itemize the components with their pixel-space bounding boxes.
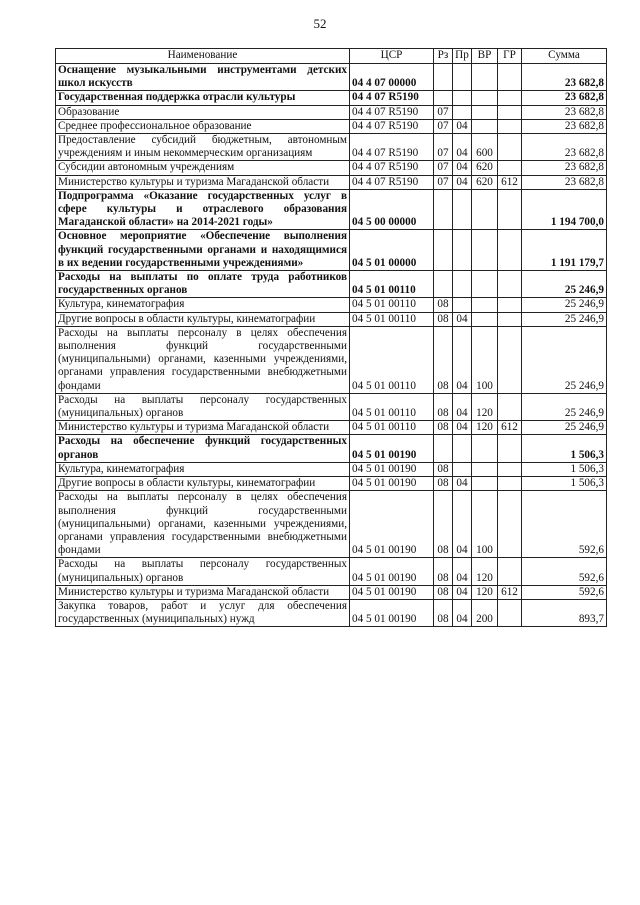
cell-vr: 100 [472,491,498,558]
cell-sum: 25 246,9 [522,393,607,420]
cell-pr [453,91,472,105]
cell-csr: 04 5 01 00110 [350,298,434,312]
cell-vr [472,435,498,462]
cell-vr [472,230,498,271]
cell-rz: 07 [434,175,453,189]
cell-pr: 04 [453,558,472,585]
cell-pr [453,271,472,298]
cell-pr [453,230,472,271]
cell-pr: 04 [453,312,472,326]
cell-rz: 07 [434,161,453,175]
cell-pr [453,105,472,119]
cell-sum: 1 194 700,0 [522,189,607,230]
cell-vr [472,119,498,133]
cell-csr: 04 5 00 00000 [350,189,434,230]
cell-name: Закупка товаров, работ и услуг для обеспечения государственных (муниципальных) нужд [56,599,350,626]
cell-csr: 04 5 01 00190 [350,491,434,558]
cell-pr [453,462,472,476]
table-row [56,134,607,161]
cell-rz [434,230,453,271]
cell-pr: 04 [453,134,472,161]
table-row [56,161,607,175]
cell-name: Расходы на выплаты персоналу государственных (муниципальных) органов [56,558,350,585]
cell-vr: 120 [472,421,498,435]
cell-rz: 08 [434,462,453,476]
cell-gr [498,462,522,476]
cell-pr [453,64,472,91]
table-row [56,230,607,271]
cell-rz: 08 [434,558,453,585]
cell-rz: 08 [434,599,453,626]
cell-name: Расходы на выплаты по оплате труда работников государственных органов [56,271,350,298]
cell-vr: 620 [472,161,498,175]
cell-rz: 08 [434,477,453,491]
table-row [56,326,607,393]
cell-gr [498,599,522,626]
cell-rz: 08 [434,491,453,558]
table-row [56,585,607,599]
cell-csr: 04 5 01 00110 [350,326,434,393]
page-number: 52 [313,16,327,31]
cell-vr [472,271,498,298]
cell-name: Государственная поддержка отрасли культуры [56,91,350,105]
cell-csr: 04 5 01 00110 [350,312,434,326]
cell-csr: 04 4 07 R5190 [350,119,434,133]
table-row [56,119,607,133]
table-row [56,64,607,91]
cell-sum: 23 682,8 [522,161,607,175]
budget-table [55,48,607,627]
table-row [56,599,607,626]
table-row [56,462,607,476]
table-row [56,491,607,558]
cell-gr: 612 [498,585,522,599]
cell-pr: 04 [453,161,472,175]
cell-pr [453,435,472,462]
cell-rz: 07 [434,119,453,133]
cell-vr [472,462,498,476]
column-header-pr: Пр [453,49,472,64]
cell-name: Расходы на выплаты персоналу в целях обеспечения выполнения функций государственными (муниципальными) органами, казенными учреждениями, органами управления государственными внебюджетными фондами [56,326,350,393]
cell-csr: 04 5 01 00110 [350,393,434,420]
cell-name: Оснащение музыкальными инструментами детских школ искусств [56,64,350,91]
cell-sum: 592,6 [522,585,607,599]
cell-csr: 04 4 07 R5190 [350,161,434,175]
cell-gr [498,271,522,298]
cell-sum: 23 682,8 [522,91,607,105]
cell-vr [472,105,498,119]
cell-pr: 04 [453,175,472,189]
cell-vr [472,477,498,491]
cell-csr: 04 4 07 00000 [350,64,434,91]
cell-sum: 23 682,8 [522,175,607,189]
cell-sum: 1 506,3 [522,435,607,462]
table-row [56,421,607,435]
cell-csr: 04 5 01 00190 [350,585,434,599]
table-row [56,271,607,298]
cell-gr: 612 [498,175,522,189]
cell-vr: 100 [472,326,498,393]
cell-name: Расходы на обеспечение функций государственных органов [56,435,350,462]
cell-sum: 1 506,3 [522,462,607,476]
cell-gr [498,105,522,119]
cell-gr [498,558,522,585]
cell-rz: 08 [434,393,453,420]
cell-csr: 04 4 07 R5190 [350,175,434,189]
cell-pr: 04 [453,393,472,420]
cell-sum: 1 191 179,7 [522,230,607,271]
table-row [56,558,607,585]
cell-rz: 08 [434,421,453,435]
cell-vr: 600 [472,134,498,161]
cell-name: Расходы на выплаты персоналу государственных (муниципальных) органов [56,393,350,420]
cell-rz: 08 [434,312,453,326]
table-row [56,175,607,189]
cell-csr: 04 5 01 00190 [350,477,434,491]
cell-gr [498,230,522,271]
cell-gr [498,435,522,462]
cell-vr: 120 [472,585,498,599]
cell-vr [472,298,498,312]
cell-vr [472,312,498,326]
cell-pr [453,298,472,312]
cell-gr [498,477,522,491]
cell-gr [498,491,522,558]
cell-gr [498,91,522,105]
cell-sum: 25 246,9 [522,326,607,393]
cell-name: Культура, кинематография [56,298,350,312]
cell-rz [434,64,453,91]
cell-csr: 04 5 01 00190 [350,558,434,585]
cell-pr: 04 [453,491,472,558]
column-header-vr: ВР [472,49,498,64]
cell-gr [498,134,522,161]
cell-sum: 23 682,8 [522,105,607,119]
cell-name: Министерство культуры и туризма Магаданской области [56,585,350,599]
cell-csr: 04 5 01 00190 [350,435,434,462]
cell-csr: 04 5 01 00000 [350,230,434,271]
cell-name: Другие вопросы в области культуры, кинематографии [56,312,350,326]
column-header-csr: ЦСР [350,49,434,64]
table-row [56,189,607,230]
table-row [56,105,607,119]
cell-gr [498,326,522,393]
cell-pr: 04 [453,119,472,133]
table-row [56,435,607,462]
cell-gr [498,161,522,175]
cell-csr: 04 4 07 R5190 [350,134,434,161]
column-header-sum: Сумма [522,49,607,64]
cell-sum: 23 682,8 [522,119,607,133]
cell-name: Субсидии автономным учреждениям [56,161,350,175]
table-body [56,64,607,627]
table-header-row [56,49,607,64]
cell-pr [453,189,472,230]
cell-gr [498,298,522,312]
cell-rz [434,435,453,462]
cell-sum: 23 682,8 [522,134,607,161]
cell-csr: 04 5 01 00110 [350,421,434,435]
cell-vr: 620 [472,175,498,189]
cell-name: Образование [56,105,350,119]
cell-name: Среднее профессиональное образование [56,119,350,133]
cell-rz: 08 [434,326,453,393]
cell-name: Подпрограмма «Оказание государственных услуг в сфере культуры и отраслевого образования Магаданской области» на 2014-2021 годы» [56,189,350,230]
cell-csr: 04 5 01 00190 [350,599,434,626]
cell-sum: 25 246,9 [522,312,607,326]
cell-csr: 04 5 01 00110 [350,271,434,298]
cell-pr: 04 [453,477,472,491]
cell-vr: 120 [472,393,498,420]
cell-sum: 23 682,8 [522,64,607,91]
cell-name: Расходы на выплаты персоналу в целях обеспечения выполнения функций государственными (муниципальными) органами, казенными учреждениями, органами управления государственными внебюджетными фондами [56,491,350,558]
cell-pr: 04 [453,421,472,435]
cell-name: Основное мероприятие «Обеспечение выполнения функций государственными органами и находящимися в их ведении государственными учреждениями» [56,230,350,271]
cell-pr: 04 [453,599,472,626]
cell-sum: 592,6 [522,558,607,585]
cell-gr [498,189,522,230]
cell-gr [498,119,522,133]
cell-vr [472,189,498,230]
cell-gr: 612 [498,421,522,435]
cell-gr [498,312,522,326]
cell-rz: 08 [434,298,453,312]
cell-vr [472,91,498,105]
cell-rz [434,189,453,230]
table-row [56,312,607,326]
cell-name: Другие вопросы в области культуры, кинематографии [56,477,350,491]
cell-csr: 04 5 01 00190 [350,462,434,476]
cell-vr: 200 [472,599,498,626]
cell-vr: 120 [472,558,498,585]
column-header-gr: ГР [498,49,522,64]
table-row [56,91,607,105]
table-row [56,298,607,312]
cell-rz [434,271,453,298]
table-row [56,477,607,491]
cell-name: Культура, кинематография [56,462,350,476]
column-header-rz: Рз [434,49,453,64]
cell-sum: 25 246,9 [522,271,607,298]
cell-name: Министерство культуры и туризма Магаданской области [56,421,350,435]
cell-csr: 04 4 07 R5190 [350,105,434,119]
cell-name: Министерство культуры и туризма Магаданской области [56,175,350,189]
table-row [56,393,607,420]
cell-rz: 07 [434,105,453,119]
cell-sum: 592,6 [522,491,607,558]
cell-gr [498,393,522,420]
cell-csr: 04 4 07 R5190 [350,91,434,105]
cell-rz: 07 [434,134,453,161]
cell-pr: 04 [453,585,472,599]
cell-rz: 08 [434,585,453,599]
cell-vr [472,64,498,91]
cell-rz [434,91,453,105]
column-header-name: Наименование [56,49,350,64]
cell-sum: 25 246,9 [522,421,607,435]
cell-gr [498,64,522,91]
cell-sum: 1 506,3 [522,477,607,491]
cell-sum: 893,7 [522,599,607,626]
cell-name: Предоставление субсидий бюджетным, автономным учреждениям и иным некоммерческим организациям [56,134,350,161]
cell-pr: 04 [453,326,472,393]
cell-sum: 25 246,9 [522,298,607,312]
